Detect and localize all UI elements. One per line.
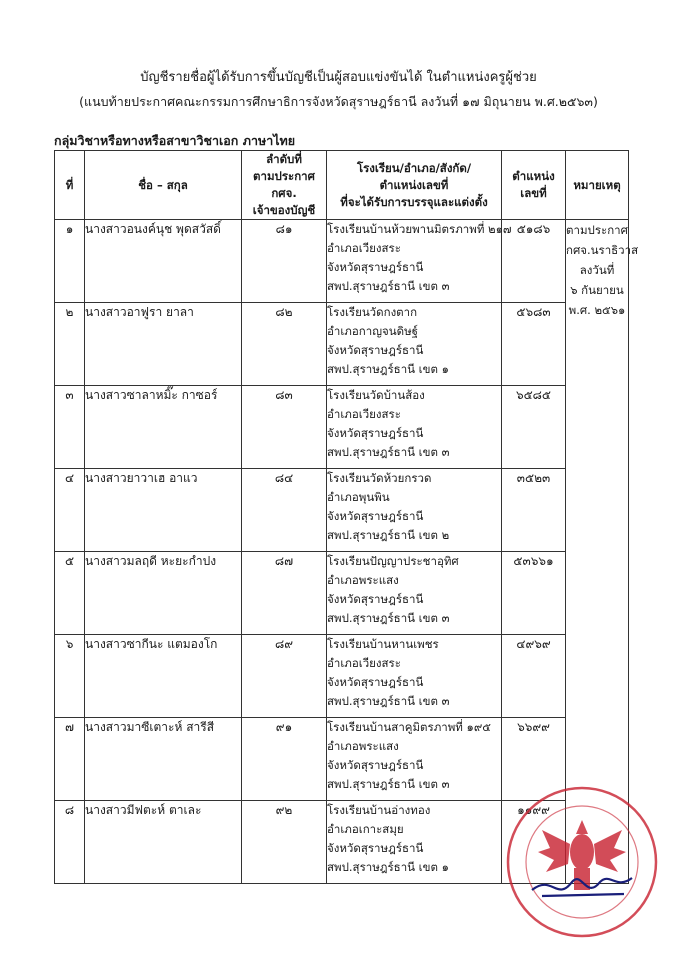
row-rank: ๘๓	[242, 386, 327, 469]
row-position: ๑๑๙๙	[502, 801, 566, 884]
table-row	[55, 386, 629, 469]
table-row	[55, 303, 629, 386]
table-row	[55, 552, 629, 635]
row-school: โรงเรียนวัดบ้านส้อง อำเภอเวียงสระ จังหวัดสุราษฎร์ธานี สพป.สุราษฎร์ธานี เขต ๓	[327, 386, 502, 469]
row-no: ๗	[55, 718, 85, 801]
table-header-row	[55, 151, 629, 220]
row-no: ๑	[55, 220, 85, 303]
row-school: โรงเรียนวัดกงตาก อำเภอกาญจนดิษฐ์ จังหวัดสุราษฎร์ธานี สพป.สุราษฎร์ธานี เขต ๑	[327, 303, 502, 386]
row-no: ๔	[55, 469, 85, 552]
row-name: นางสาวอาฟูรา ยาลา	[85, 303, 242, 386]
row-position: ๕๓๖๖๑	[502, 552, 566, 635]
row-name: นางสาวมีฟตะห์ ตาเละ	[85, 801, 242, 884]
row-school: โรงเรียนวัดห้วยกรวด อำเภอพุนพิน จังหวัดสุราษฎร์ธานี สพป.สุราษฎร์ธานี เขต ๒	[327, 469, 502, 552]
col-header-name: ชื่อ – สกุล	[85, 151, 242, 220]
remark-cell: ตามประกาศ กศจ.นราธิวาส ลงวันที่ ๖ กันยายน พ.ศ. ๒๕๖๑	[566, 220, 629, 884]
row-name: นางสาวอนงค์นุช พุดสวัสดิ์	[85, 220, 242, 303]
row-no: ๖	[55, 635, 85, 718]
row-no: ๘	[55, 801, 85, 884]
row-position: ๓๕๒๓	[502, 469, 566, 552]
col-header-rank: ลำดับที่ ตามประกาศ กศจ. เจ้าของบัญชี	[242, 151, 327, 220]
col-header-position: ตำแหน่ง เลขที่	[502, 151, 566, 220]
row-school: โรงเรียนบ้านอ่างทอง อำเภอเกาะสมุย จังหวัดสุราษฎร์ธานี สพป.สุราษฎร์ธานี เขต ๑	[327, 801, 502, 884]
row-no: ๓	[55, 386, 85, 469]
row-no: ๕	[55, 552, 85, 635]
row-position: ๕๖๘๓	[502, 303, 566, 386]
table-row	[55, 220, 629, 303]
table-row	[55, 635, 629, 718]
document-subtitle: (แนบท้ายประกาศคณะกรรมการศึกษาธิการจังหวัดสุราษฎร์ธานี ลงวันที่ ๑๗ มิถุนายน พ.ศ.๒๕๖๓)	[79, 94, 598, 109]
col-header-school: โรงเรียน/อำเภอ/สังกัด/ ตำแหน่งเลขที่ ที่จะได้รับการบรรจุและแต่งตั้ง	[327, 151, 502, 220]
table-row	[55, 469, 629, 552]
row-school: โรงเรียนบ้านสาคูมิตรภาพที่ ๑๙๕ อำเภอพระแสง จังหวัดสุราษฎร์ธานี สพป.สุราษฎร์ธานี เขต ๓	[327, 718, 502, 801]
row-position: ๔๙๖๙	[502, 635, 566, 718]
candidate-table	[54, 150, 639, 884]
col-header-no: ที่	[55, 151, 85, 220]
row-position: ๕๑๘๖	[502, 220, 566, 303]
row-position: ๖๕๘๕	[502, 386, 566, 469]
row-rank: ๘๗	[242, 552, 327, 635]
row-rank: ๘๑	[242, 220, 327, 303]
subject-group-label: กลุ่มวิชาหรือทางหรือสาขาวิชาเอก ภาษาไทย	[54, 133, 296, 148]
row-no: ๒	[55, 303, 85, 386]
row-rank: ๘๒	[242, 303, 327, 386]
row-name: นางสาวซากีนะ แตมองโก	[85, 635, 242, 718]
row-name: นางสาวมลฤดี หะยะกำปง	[85, 552, 242, 635]
row-name: นางสาวซาลาหมิ๊ะ กาซอร์	[85, 386, 242, 469]
row-school: โรงเรียนบ้านห้วยพานมิตรภาพที่ ๒๑๗ อำเภอเวียงสระ จังหวัดสุราษฎร์ธานี สพป.สุราษฎร์ธานี เขต ๓	[327, 220, 502, 303]
row-school: โรงเรียนบ้านหานเพชร อำเภอเวียงสระ จังหวัดสุราษฎร์ธานี สพป.สุราษฎร์ธานี เขต ๓	[327, 635, 502, 718]
row-rank: ๙๑	[242, 718, 327, 801]
row-school: โรงเรียนปัญญาประชาอุทิศ อำเภอพระแสง จังหวัดสุราษฎร์ธานี สพป.สุราษฎร์ธานี เขต ๓	[327, 552, 502, 635]
row-rank: ๘๙	[242, 635, 327, 718]
document-title: บัญชีรายชื่อผู้ได้รับการขึ้นบัญชีเป็นผู้สอบแข่งขันได้ ในตำแหน่งครูผู้ช่วย	[140, 70, 537, 85]
official-seal-stamp	[502, 782, 662, 942]
col-header-remark: หมายเหตุ	[566, 151, 629, 220]
row-name: นางสาวยาวาเฮ อาแว	[85, 469, 242, 552]
row-rank: ๙๒	[242, 801, 327, 884]
row-name: นางสาวมาซีเตาะห์ สารีสี	[85, 718, 242, 801]
row-position: ๖๖๙๙	[502, 718, 566, 801]
row-rank: ๘๔	[242, 469, 327, 552]
